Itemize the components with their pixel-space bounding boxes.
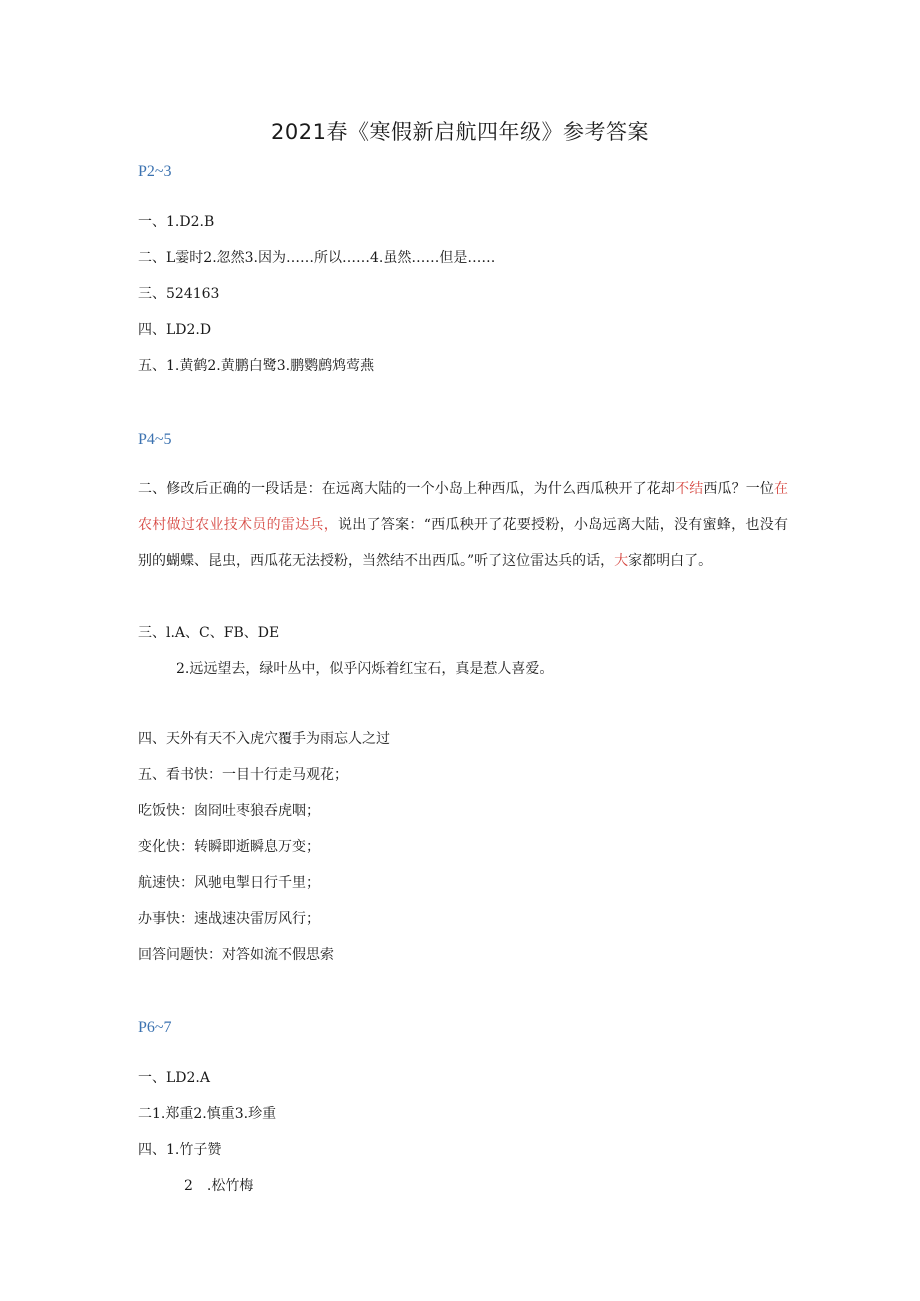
para-text: 西瓜？一位 [703, 481, 775, 497]
para-text: 二、修改后正确的一段话是：在远离大陆的一个小岛上种西瓜，为什么西瓜秧开了花却 [138, 481, 676, 497]
section-heading-p6-7: P6~7 [138, 1019, 172, 1036]
answer-line: 吃饭快：囱冏吐枣狼吞虎咽； [138, 803, 320, 819]
para-text: 说出了答案：“西瓜秧开了花要授粉，小岛远离大陆，没有蜜蜂，也没有别的蝴蝶、昆虫，西瓜花无法授粉，当然结不出西瓜。”听了这位雷达兵的话， [138, 517, 789, 569]
answer-line: 二、L霎时2.忽然3.因为……所以……4.虽然……但是…… [138, 250, 496, 266]
answer-line: 五、看书快：一目十行走马观花； [138, 767, 348, 783]
section-heading-p4-5: P4~5 [138, 431, 172, 448]
corrected-paragraph [138, 471, 788, 579]
answer-line: 三、l.A、C、FB、DE [138, 625, 280, 641]
para-highlight: 在农村做过农业技术员的雷达兵， [138, 481, 789, 533]
answer-line: 一、1.D2.B [138, 214, 215, 230]
answer-line: 回答问题快：对答如流不假思索 [138, 947, 334, 963]
answer-line: 2.远远望去，绿叶丛中，似乎闪烁着红宝石，真是惹人喜爱。 [176, 661, 554, 677]
answer-line: 2 .松竹梅 [184, 1178, 254, 1194]
answer-line: 五、1.黄鹤2.黄鹏白鹭3.鹏鹦鹧鸩莺燕 [138, 358, 375, 374]
answer-line: 四、天外有天不入虎穴覆手为雨忘人之过 [138, 731, 390, 747]
section-heading-p2-3: P2~3 [138, 163, 172, 180]
answer-line: 三、524163 [138, 286, 220, 302]
answer-line: 航速快：风驰电掣日行千里； [138, 875, 320, 891]
para-highlight: 大 [614, 553, 629, 569]
para-highlight: 不结 [675, 481, 704, 497]
answer-line: 二1.郑重2.慎重3.珍重 [138, 1106, 277, 1122]
answer-line: 变化快：转瞬即逝瞬息万变； [138, 839, 320, 855]
answer-line: 四、LD2.D [138, 322, 212, 338]
para-text: 家都明白了。 [628, 553, 713, 569]
answer-line: 四、1.竹子赞 [138, 1142, 222, 1158]
answer-line: 一、LD2.A [138, 1070, 210, 1086]
answer-line: 办事快：速战速决雷厉风行； [138, 911, 320, 927]
document-title: 2021春《寒假新启航四年级》参考答案 [271, 120, 649, 144]
